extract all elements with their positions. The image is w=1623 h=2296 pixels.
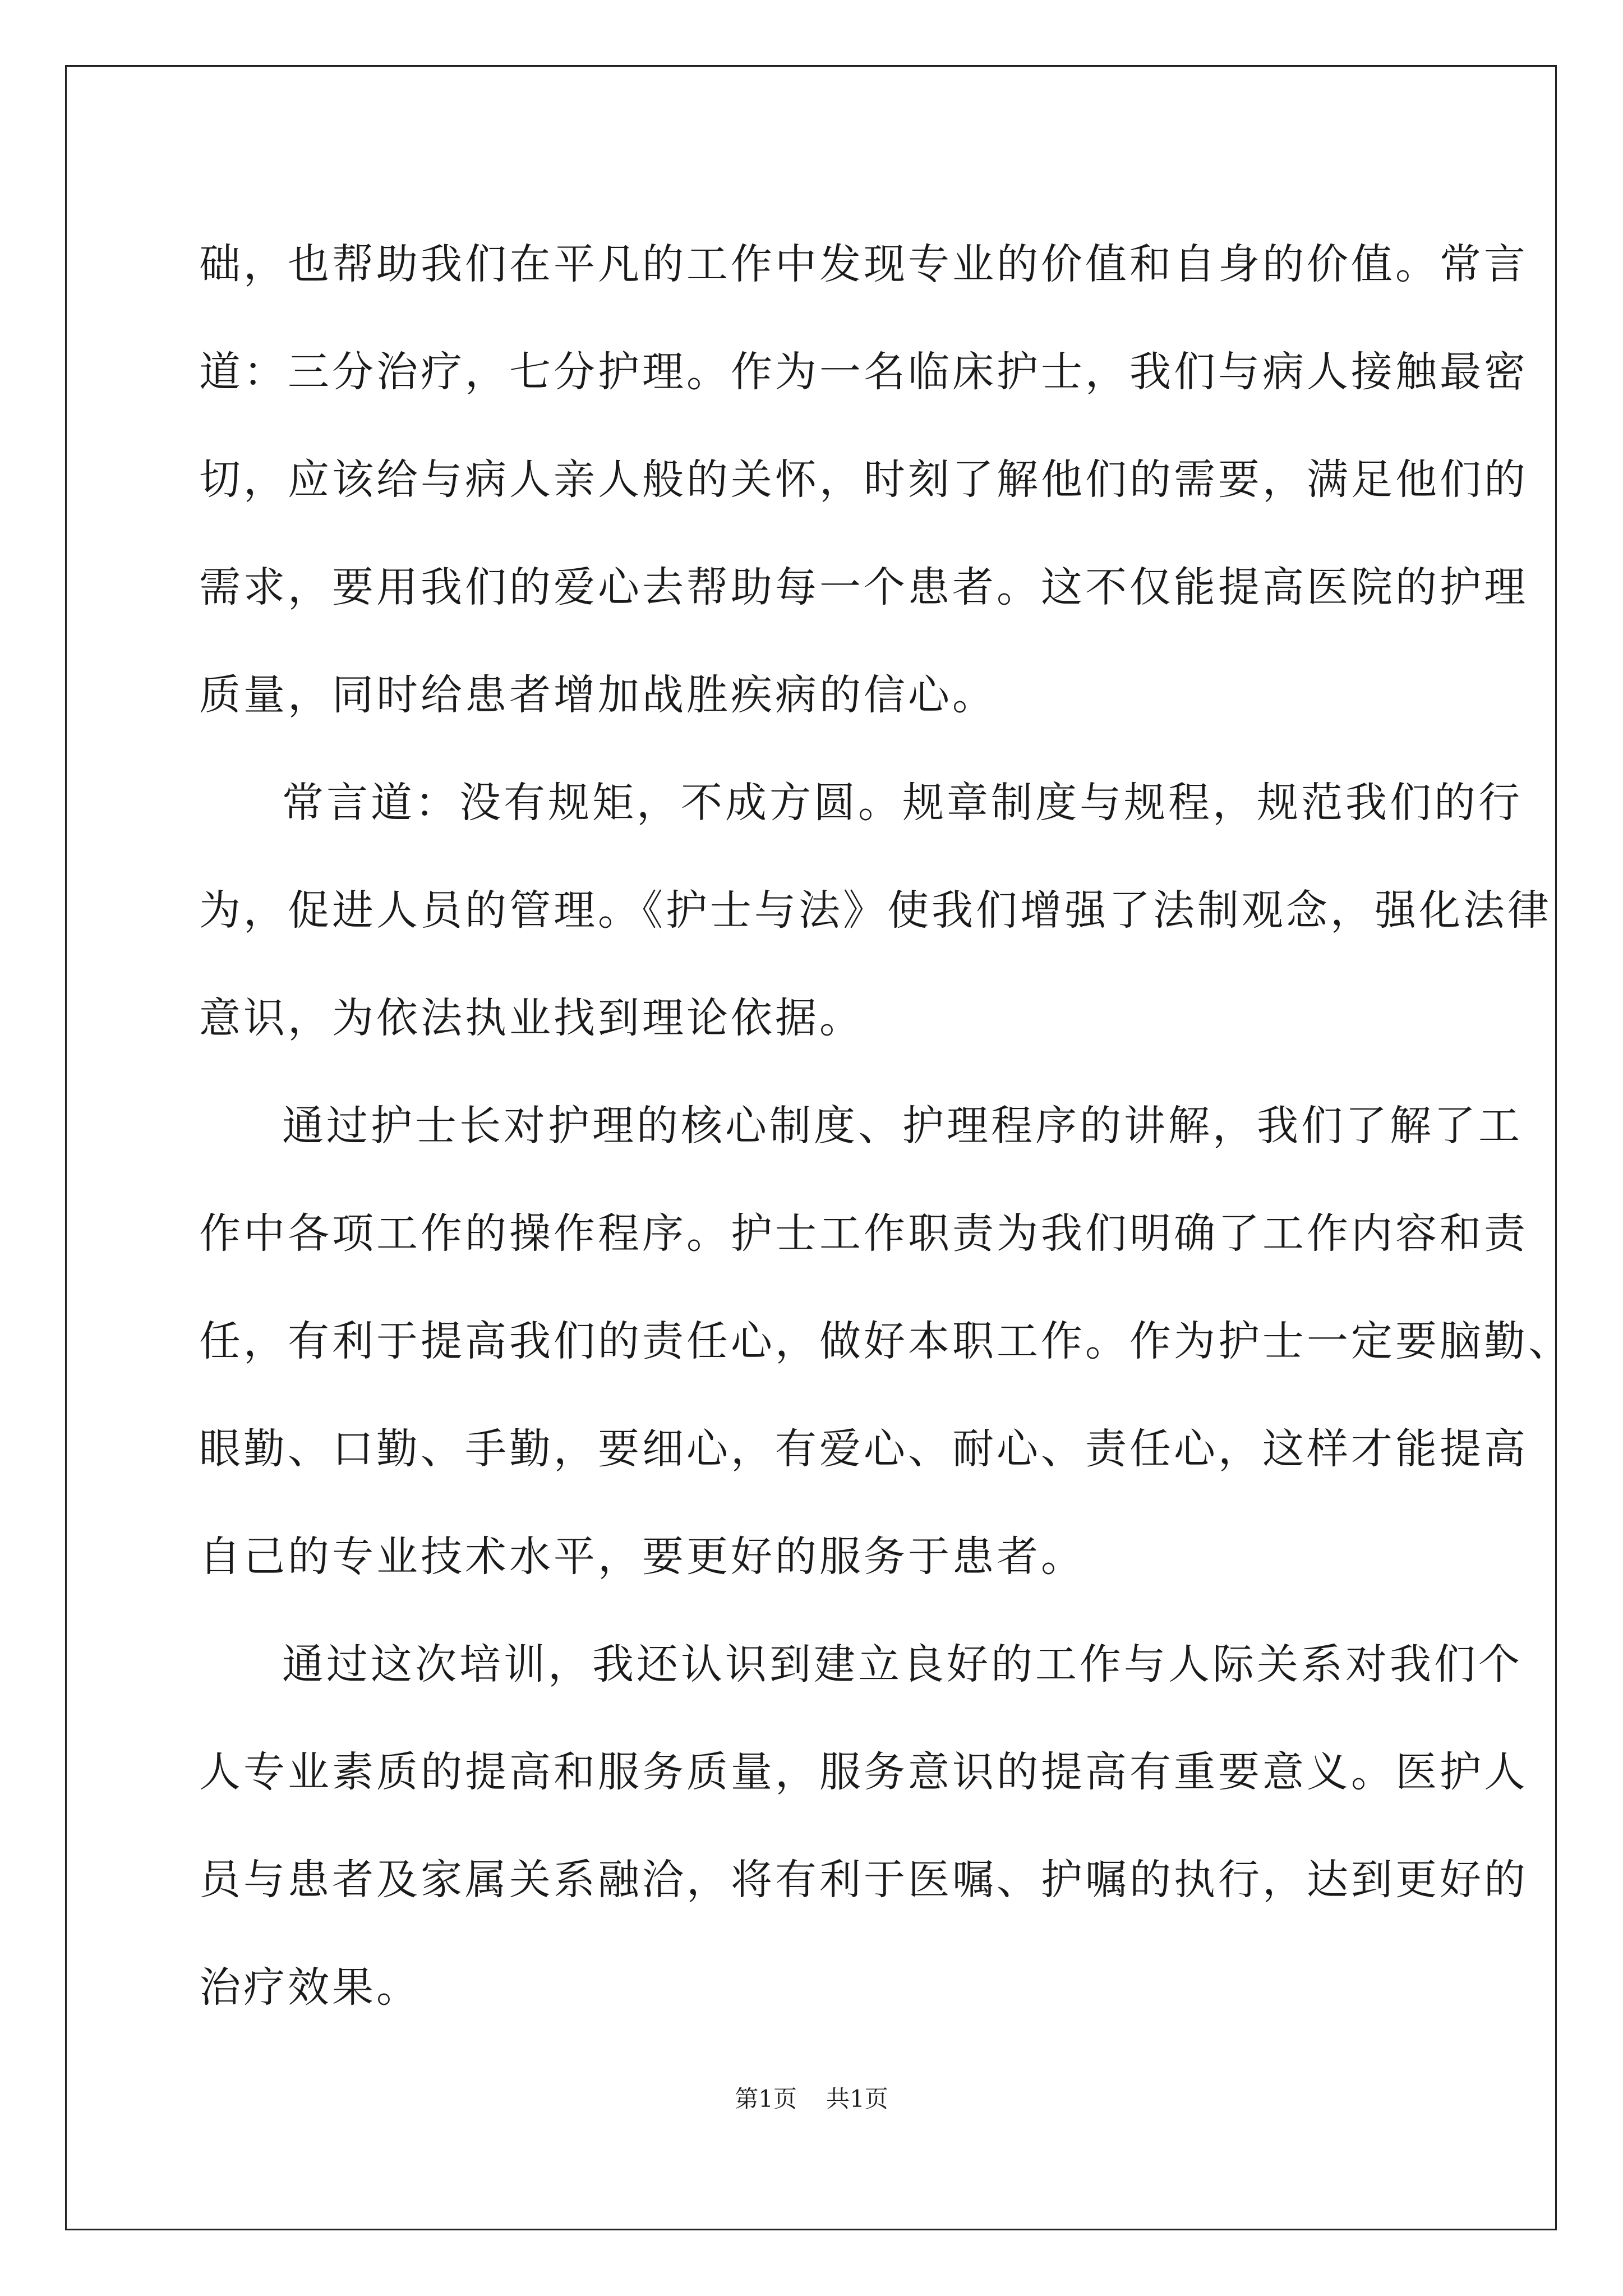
- document-body: [199, 210, 1573, 2041]
- paragraph: [199, 749, 1552, 1072]
- paragraph: [199, 1611, 1528, 2041]
- text-line: 人专业素质的提高和服务质量，服务意识的提高有重要意义。医护人: [199, 1748, 1528, 1796]
- text-line: 通过这次培训，我还认识到建立良好的工作与人际关系对我们个: [282, 1640, 1523, 1688]
- page-number: 第1页: [735, 2085, 797, 2113]
- text-line: 意识，为依法执业找到理论依据。: [199, 994, 864, 1042]
- text-line: 础，也帮助我们在平凡的工作中发现专业的价值和自身的价值。常言: [199, 240, 1528, 288]
- text-line: 通过护士长对护理的核心制度、护理程序的讲解，我们了解了工: [282, 1102, 1523, 1150]
- text-line: 质量，同时给患者增加战胜疾病的信心。: [199, 671, 997, 719]
- text-line: 任，有利于提高我们的责任心，做好本职工作。作为护士一定要脑勤、: [199, 1317, 1573, 1365]
- text-line: 需求，要用我们的爱心去帮助每一个患者。这不仅能提高医院的护理: [199, 563, 1528, 611]
- text-line: 自己的专业技术水平，要更好的服务于患者。: [199, 1533, 1085, 1581]
- text-line: 员与患者及家属关系融洽，将有利于医嘱、护嘱的执行，达到更好的: [199, 1856, 1528, 1904]
- text-line: 常言道：没有规矩，不成方圆。规章制度与规程，规范我们的行: [282, 779, 1523, 827]
- page-total: 共1页: [826, 2085, 888, 2113]
- paragraph: [199, 1072, 1573, 1611]
- text-line: 治疗效果。: [199, 1963, 421, 2012]
- page-footer: [0, 2082, 1623, 2116]
- text-line: 切，应该给与病人亲人般的关怀，时刻了解他们的需要，满足他们的: [199, 455, 1528, 504]
- text-line: 作中各项工作的操作程序。护士工作职责为我们明确了工作内容和责: [199, 1209, 1528, 1258]
- text-line: 眼勤、口勤、手勤，要细心，有爱心、耐心、责任心，这样才能提高: [199, 1425, 1528, 1473]
- text-line: 道：三分治疗，七分护理。作为一名临床护士，我们与病人接触最密: [199, 348, 1528, 396]
- paragraph: [199, 210, 1528, 749]
- text-line: 为，促进人员的管理。《护士与法》使我们增强了法制观念，强化法律: [199, 886, 1552, 935]
